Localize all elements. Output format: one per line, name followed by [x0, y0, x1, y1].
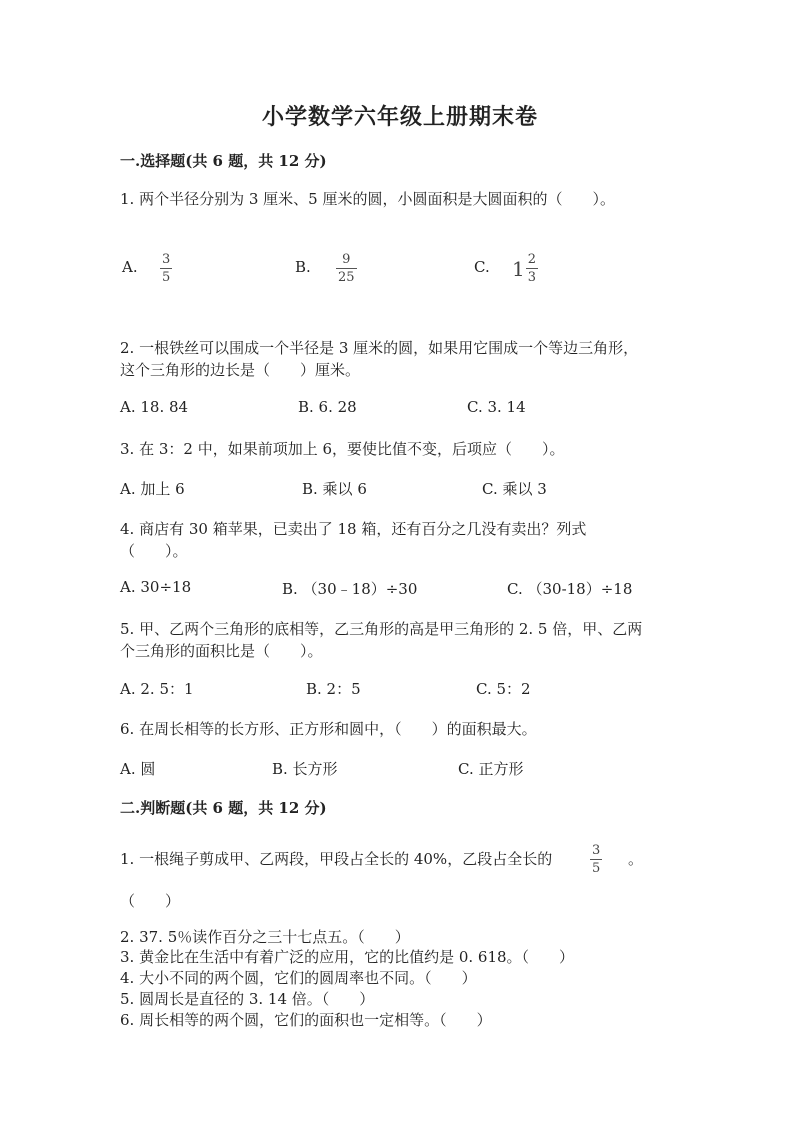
judgement-3-text: 3. 黄金比在生活中有着广泛的应用，它的比值约是 0. 618。（ ）: [120, 948, 575, 966]
q1-option-a-label: A.: [122, 258, 138, 276]
question-2-line-2: 这个三角形的边长是（ ）厘米。: [120, 361, 361, 379]
question-5-line-1: 5. 甲、乙两个三角形的底相等，乙三角形的高是甲三角形的 2. 5 倍，甲、乙两: [120, 620, 643, 638]
q1-option-b-label: B.: [295, 258, 311, 276]
q6-option-b: B. 长方形: [272, 760, 338, 778]
q6-option-a: A. 圆: [120, 760, 156, 778]
q1-c-denominator: 3: [527, 270, 537, 285]
question-3-text: 3. 在 3：2 中，如果前项加上 6，要使比值不变，后项应（ ）。: [120, 440, 565, 458]
q1-option-a-fraction: [160, 252, 172, 285]
q4-option-b: B. （30﹣18）÷30: [282, 580, 418, 598]
q5-option-c: C. 5：2: [476, 680, 531, 698]
q4-option-c: C. （30-18）÷18: [507, 580, 633, 598]
judgement-2-text: 2. 37. 5％读作百分之三十七点五。（ ）: [120, 928, 410, 946]
judgement-1-paren: （ ）: [120, 892, 181, 910]
section-heading-choice: 一.选择题(共 6 题，共 12 分): [120, 152, 327, 170]
q3-option-b: B. 乘以 6: [302, 480, 367, 498]
q1-a-denominator: 5: [162, 270, 171, 285]
section-heading-judgement: 二.判断题(共 6 题，共 12 分): [120, 799, 327, 817]
judgement-1-end: 。: [628, 850, 644, 868]
q6-option-c: C. 正方形: [458, 760, 524, 778]
q1-c-whole: 1: [512, 256, 525, 281]
question-4-line-1: 4. 商店有 30 箱苹果，已卖出了 18 箱，还有百分之几没有卖出？列式: [120, 520, 587, 538]
j1-denominator: 5: [592, 861, 601, 876]
j1-numerator: 3: [592, 843, 601, 858]
q3-option-c: C. 乘以 3: [482, 480, 547, 498]
judgement-1-text: 1. 一根绳子剪成甲、乙两段，甲段占全长的 40%，乙段占全长的: [120, 850, 553, 868]
judgement-1-fraction: [590, 843, 602, 876]
page-title: 小学数学六年级上册期末卷: [261, 104, 538, 130]
q1-option-c-label: C.: [474, 258, 490, 276]
question-5-line-2: 个三角形的面积比是（ ）。: [120, 642, 323, 660]
q5-option-b: B. 2：5: [306, 680, 361, 698]
q1-b-numerator: 9: [342, 252, 351, 267]
question-6-text: 6. 在周长相等的长方形、正方形和圆中，（ ）的面积最大。: [120, 720, 537, 738]
judgement-6-text: 6. 周长相等的两个圆，它们的面积也一定相等。（ ）: [120, 1011, 492, 1029]
question-1-text: 1. 两个半径分别为 3 厘米、5 厘米的圆，小圆面积是大圆面积的（ ）。: [120, 190, 615, 208]
q1-a-numerator: 3: [162, 252, 171, 267]
q1-b-denominator: 25: [338, 270, 355, 285]
q2-option-c: C. 3. 14: [467, 398, 526, 416]
question-2-line-1: 2. 一根铁丝可以围成一个半径是 3 厘米的圆，如果用它围成一个等边三角形，: [120, 339, 639, 357]
q2-option-b: B. 6. 28: [298, 398, 357, 416]
q1-c-numerator: 2: [527, 252, 537, 267]
q1-option-b-fraction: [336, 252, 357, 285]
judgement-4-text: 4. 大小不同的两个圆，它们的圆周率也不同。（ ）: [120, 969, 477, 987]
judgement-5-text: 5. 圆周长是直径的 3. 14 倍。（ ）: [120, 990, 375, 1008]
q5-option-a: A. 2. 5：1: [120, 680, 194, 698]
q3-option-a: A. 加上 6: [120, 480, 185, 498]
q1-option-c-mixed-number: [512, 252, 538, 285]
q2-option-a: A. 18. 84: [120, 398, 189, 416]
question-4-line-2: （ ）。: [120, 542, 188, 560]
q4-option-a: A. 30÷18: [120, 578, 192, 596]
